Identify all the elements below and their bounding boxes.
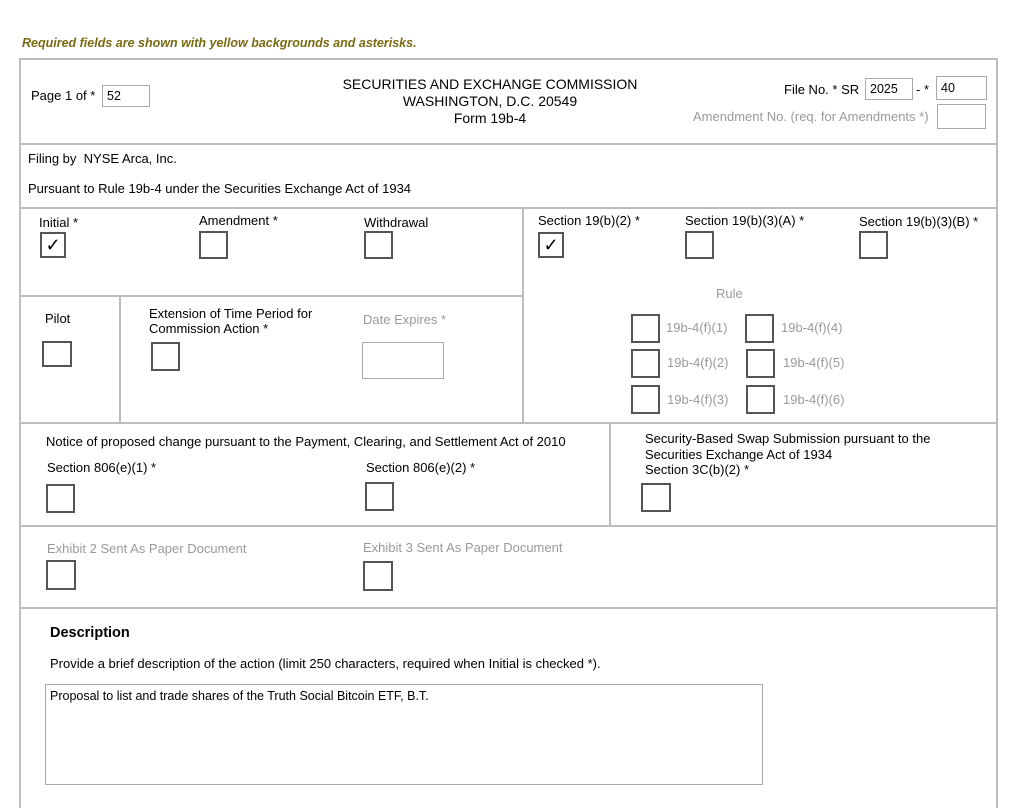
filer-name: NYSE Arca, Inc. [83,151,177,166]
initial-label: Initial * [39,215,79,230]
section-19b3a-label: Section 19(b)(3)(A) * [685,213,805,228]
divider [19,607,998,609]
filing-by [28,151,177,166]
exhibit3-checkbox[interactable] [363,561,393,591]
section-19b2-checkbox[interactable] [538,232,564,258]
swap-submission-label [645,431,930,478]
initial-checkbox[interactable] [40,232,66,258]
description-textarea[interactable]: Proposal to list and trade shares of the Truth Social Bitcoin ETF, B.T. [45,684,763,785]
divider [609,422,611,526]
divider [19,207,998,209]
exhibit3-label: Exhibit 3 Sent As Paper Document [363,540,563,555]
check-mark-icon: ✓ [543,235,559,255]
rule-label: Rule [716,286,743,301]
section-3cb2-checkbox[interactable] [641,483,671,512]
file-number-input[interactable] [936,76,987,100]
divider [19,143,998,145]
extension-label [149,306,312,336]
file-no-label: File No. * SR [784,82,860,97]
description-instructions: Provide a brief description of the action (limit 250 characters, required when Initial is checked *). [50,656,601,671]
amendment-checkbox[interactable] [199,231,228,259]
title-line-2: WASHINGTON, D.C. 20549 [402,93,578,109]
swap-label-line-3: Section 3C(b)(2) * [645,462,750,477]
title-line-1: SECURITIES AND EXCHANGE COMMISSION [342,76,638,92]
withdrawal-label: Withdrawal [364,215,429,230]
rule-f3-checkbox[interactable] [631,385,660,414]
amendment-no-label: Amendment No. (req. for Amendments *) [693,109,929,124]
rule-f2-checkbox[interactable] [631,349,660,378]
rule-f4-label: 19b-4(f)(4) [781,320,843,335]
divider [119,295,121,423]
amendment-no-input[interactable] [937,104,986,129]
required-fields-notice: Required fields are shown with yellow backgrounds and asterisks. [22,36,417,50]
payment-notice: Notice of proposed change pursuant to the Payment, Clearing, and Settlement Act of 2010 [46,434,566,449]
section-806e2-label: Section 806(e)(2) * [366,460,476,475]
rule-f5-label: 19b-4(f)(5) [783,355,845,370]
exhibit2-label: Exhibit 2 Sent As Paper Document [47,541,247,556]
title-line-3: Form 19b-4 [453,110,527,126]
section-19b2-label: Section 19(b)(2) * [538,213,640,228]
section-19b3b-checkbox[interactable] [859,231,888,259]
rule-f1-label: 19b-4(f)(1) [666,320,728,335]
file-year-input[interactable] [865,78,913,100]
filing-by-label: Filing by [28,151,77,166]
extension-label-line-1: Extension of Time Period for [149,306,313,321]
extension-checkbox[interactable] [151,342,180,371]
pursuant-text: Pursuant to Rule 19b-4 under the Securities Exchange Act of 1934 [28,181,412,196]
withdrawal-checkbox[interactable] [364,231,393,259]
swap-label-line-2: Securities Exchange Act of 1934 [645,446,833,462]
rule-f6-checkbox[interactable] [746,385,775,414]
exhibit2-checkbox[interactable] [46,560,76,590]
divider [522,207,524,423]
extension-label-line-2: Commission Action * [149,321,269,336]
section-19b3b-label: Section 19(b)(3)(B) * [859,214,979,229]
pilot-checkbox[interactable] [42,341,72,367]
section-806e1-label: Section 806(e)(1) * [47,460,157,475]
divider [19,525,998,527]
check-mark-icon: ✓ [45,235,61,255]
file-dash: - * [916,82,929,97]
swap-label-line-1: Security-Based Swap Submission pursuant to the [645,431,931,446]
rule-f5-checkbox[interactable] [746,349,775,378]
section-806e1-checkbox[interactable] [46,484,75,513]
form-title [300,76,680,127]
divider [19,295,523,297]
page-label: Page 1 of * [31,88,96,103]
section-19b3a-checkbox[interactable] [685,231,714,259]
description-heading: Description [50,625,130,641]
rule-f2-label: 19b-4(f)(2) [667,355,729,370]
date-expires-input[interactable] [362,342,444,379]
rule-f1-checkbox[interactable] [631,314,660,343]
amendment-label: Amendment * [199,213,278,228]
section-806e2-checkbox[interactable] [365,482,394,511]
rule-f6-label: 19b-4(f)(6) [783,392,845,407]
rule-f4-checkbox[interactable] [745,314,774,343]
pilot-label: Pilot [45,311,71,326]
divider [19,422,998,424]
page-total-input[interactable] [102,85,150,107]
date-expires-label: Date Expires * [363,312,447,327]
rule-f3-label: 19b-4(f)(3) [667,392,729,407]
